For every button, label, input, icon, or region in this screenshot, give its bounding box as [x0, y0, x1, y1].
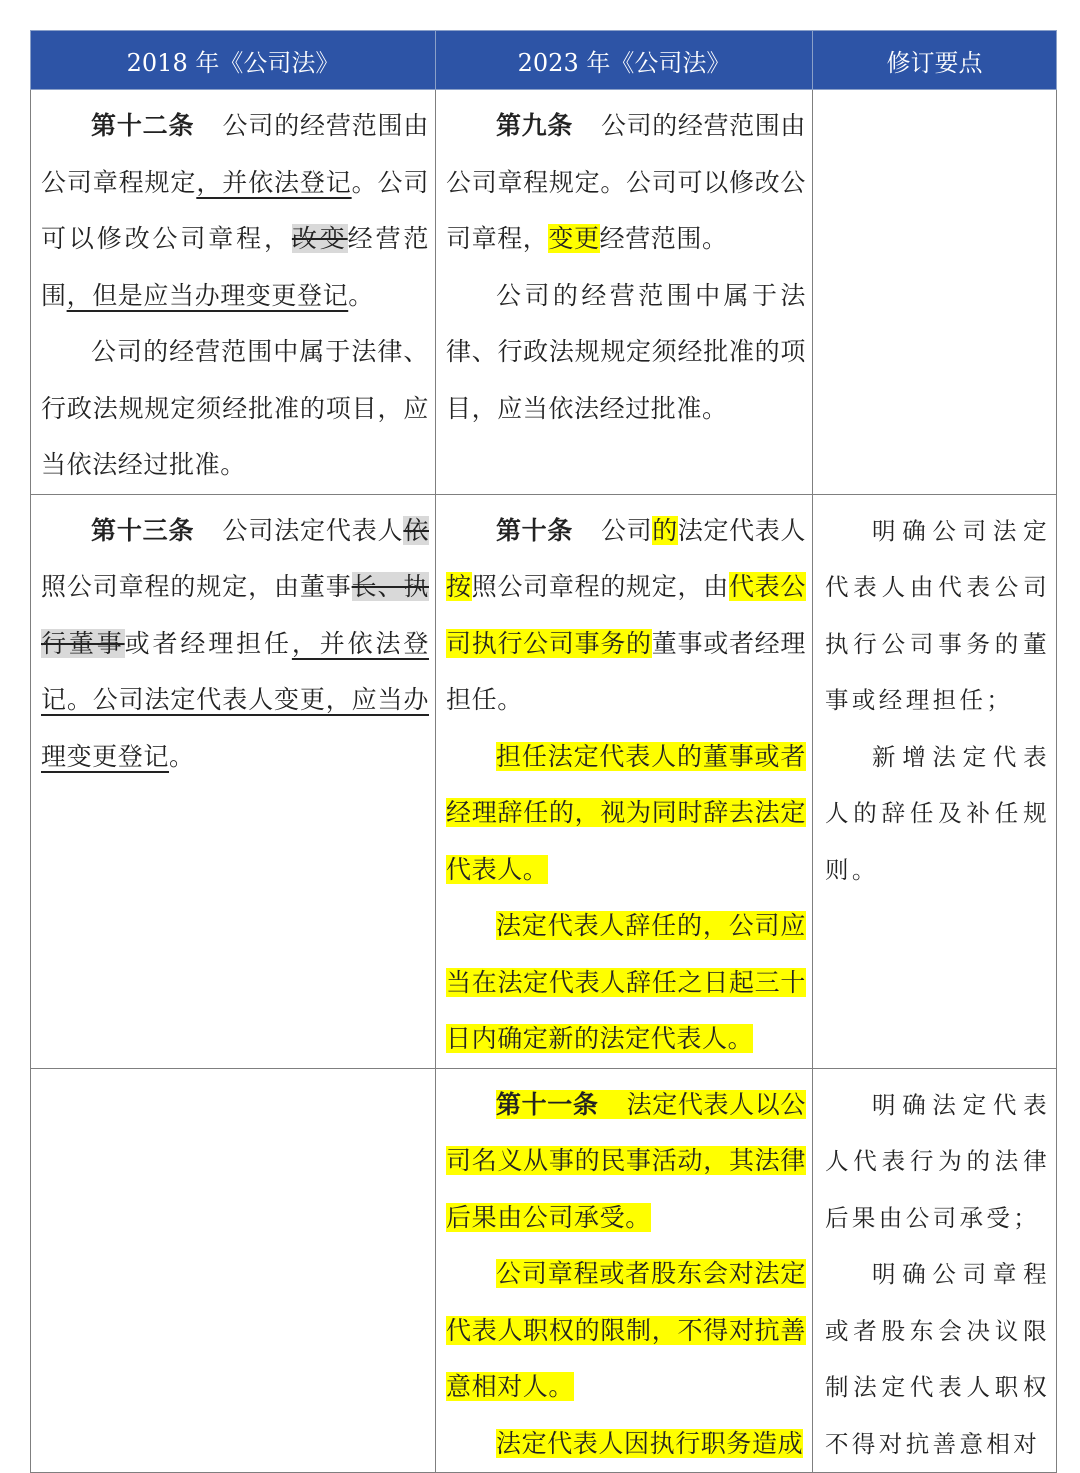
note-item: 明确公司法定代表人由代表公司执行公司事务的董事或经理担任；: [825, 516, 1050, 714]
table-row: [31, 90, 1057, 495]
new-article-10-p1: 第十条 公司的法定代表人按照公司章程的规定，由代表公司执行公司事务的董事或者经理担任。: [446, 515, 806, 714]
highlighted-change: 公司章程或者股东会对法定代表人职权的限制，不得对抗善意相对人。: [446, 1259, 806, 1401]
deleted-text: 改变: [291, 224, 348, 253]
table-row: [31, 1068, 1057, 1473]
header-row: [31, 31, 1057, 90]
header-2018: 2018 年《公司法》: [31, 31, 436, 90]
new-law-cell: [436, 494, 813, 1068]
new-article-10-p3: [446, 898, 806, 1068]
header-2023: 2023 年《公司法》: [436, 31, 813, 90]
highlighted-change: [496, 1090, 627, 1119]
new-article-10-p2: [446, 729, 806, 899]
highlighted-change: 的: [652, 515, 678, 545]
highlighted-change: 法定代表人以公司名义从事的民事活动，其法律后果由公司承受。: [446, 1089, 806, 1232]
old-law-cell: [31, 90, 436, 495]
highlighted-change: 变更: [548, 224, 600, 253]
article-title: 第十条: [496, 515, 573, 545]
old-article-13: 第十三条 公司法定代表人依照公司章程的规定，由董事长、执行董事或者经理担任，并依法登记。公司法定代表人变更，应当办理变更登记。: [41, 515, 429, 771]
notes-cell: [813, 90, 1057, 495]
header-notes: 修订要点: [813, 31, 1057, 90]
highlighted-change: 担任法定代表人的董事或者经理辞任的，视为同时辞去法定代表人。: [446, 741, 806, 884]
deleted-text: 依: [403, 515, 429, 545]
old-article-12-p2: 公司的经营范围中属于法律、行政法规规定须经批准的项目，应当依法经过批准。: [41, 337, 429, 479]
inserted-text: ，并依法登记: [196, 167, 352, 197]
old-law-cell-empty: [31, 1068, 436, 1473]
notes-cell: [813, 1068, 1057, 1473]
old-law-cell: [31, 494, 436, 1068]
new-article-9-p1: 第九条 公司的经营范围由公司章程规定。公司可以修改公司章程，变更经营范围。: [446, 111, 806, 253]
article-title: 第十一条: [496, 1089, 599, 1119]
note-item: 明确公司章程或者股东会决议限制法定代表人职权不得对抗善意相对: [825, 1260, 1050, 1458]
inserted-text: ，但是应当办理变更登记: [66, 280, 349, 310]
inserted-text: ，并依法登记。公司法定代表人变更，应当办理变更登记: [41, 628, 429, 771]
new-article-11-p2: [446, 1246, 806, 1416]
highlighted-change: 按: [446, 572, 472, 601]
new-article-11-p1: [446, 1077, 806, 1247]
new-law-cell: [436, 1068, 813, 1473]
deleted-text: 长、执行董事: [41, 572, 429, 658]
highlighted-change: 法定代表人因执行职务造成: [496, 1428, 804, 1458]
note-item: 明确法定代表人代表行为的法律后果由公司承受；: [825, 1090, 1050, 1232]
highlighted-change: 法定代表人辞任的，公司应当在法定代表人辞任之日起三十日内确定新的法定代表人。: [446, 911, 806, 1053]
highlighted-change: 代表公司执行公司事务的: [446, 572, 806, 658]
article-title: 第九条: [496, 111, 573, 140]
article-title: 第十二条: [91, 111, 195, 140]
article-title: 第十三条: [91, 515, 195, 545]
comparison-document: [30, 30, 1056, 1473]
notes-cell: [813, 494, 1057, 1068]
old-article-12-p1: 第十二条 公司的经营范围由公司章程规定，并依法登记。公司可以修改公司章程，改变经营范围，但是应当办理变更登记。: [41, 111, 430, 310]
note-item: 新增法定代表人的辞任及补任规则。: [825, 742, 1050, 884]
table-row: [31, 494, 1057, 1068]
new-article-9-p2: 公司的经营范围中属于法律、行政法规规定须经批准的项目，应当依法经过批准。: [446, 280, 806, 423]
comparison-table: [30, 30, 1057, 1473]
new-law-cell: [436, 90, 813, 495]
